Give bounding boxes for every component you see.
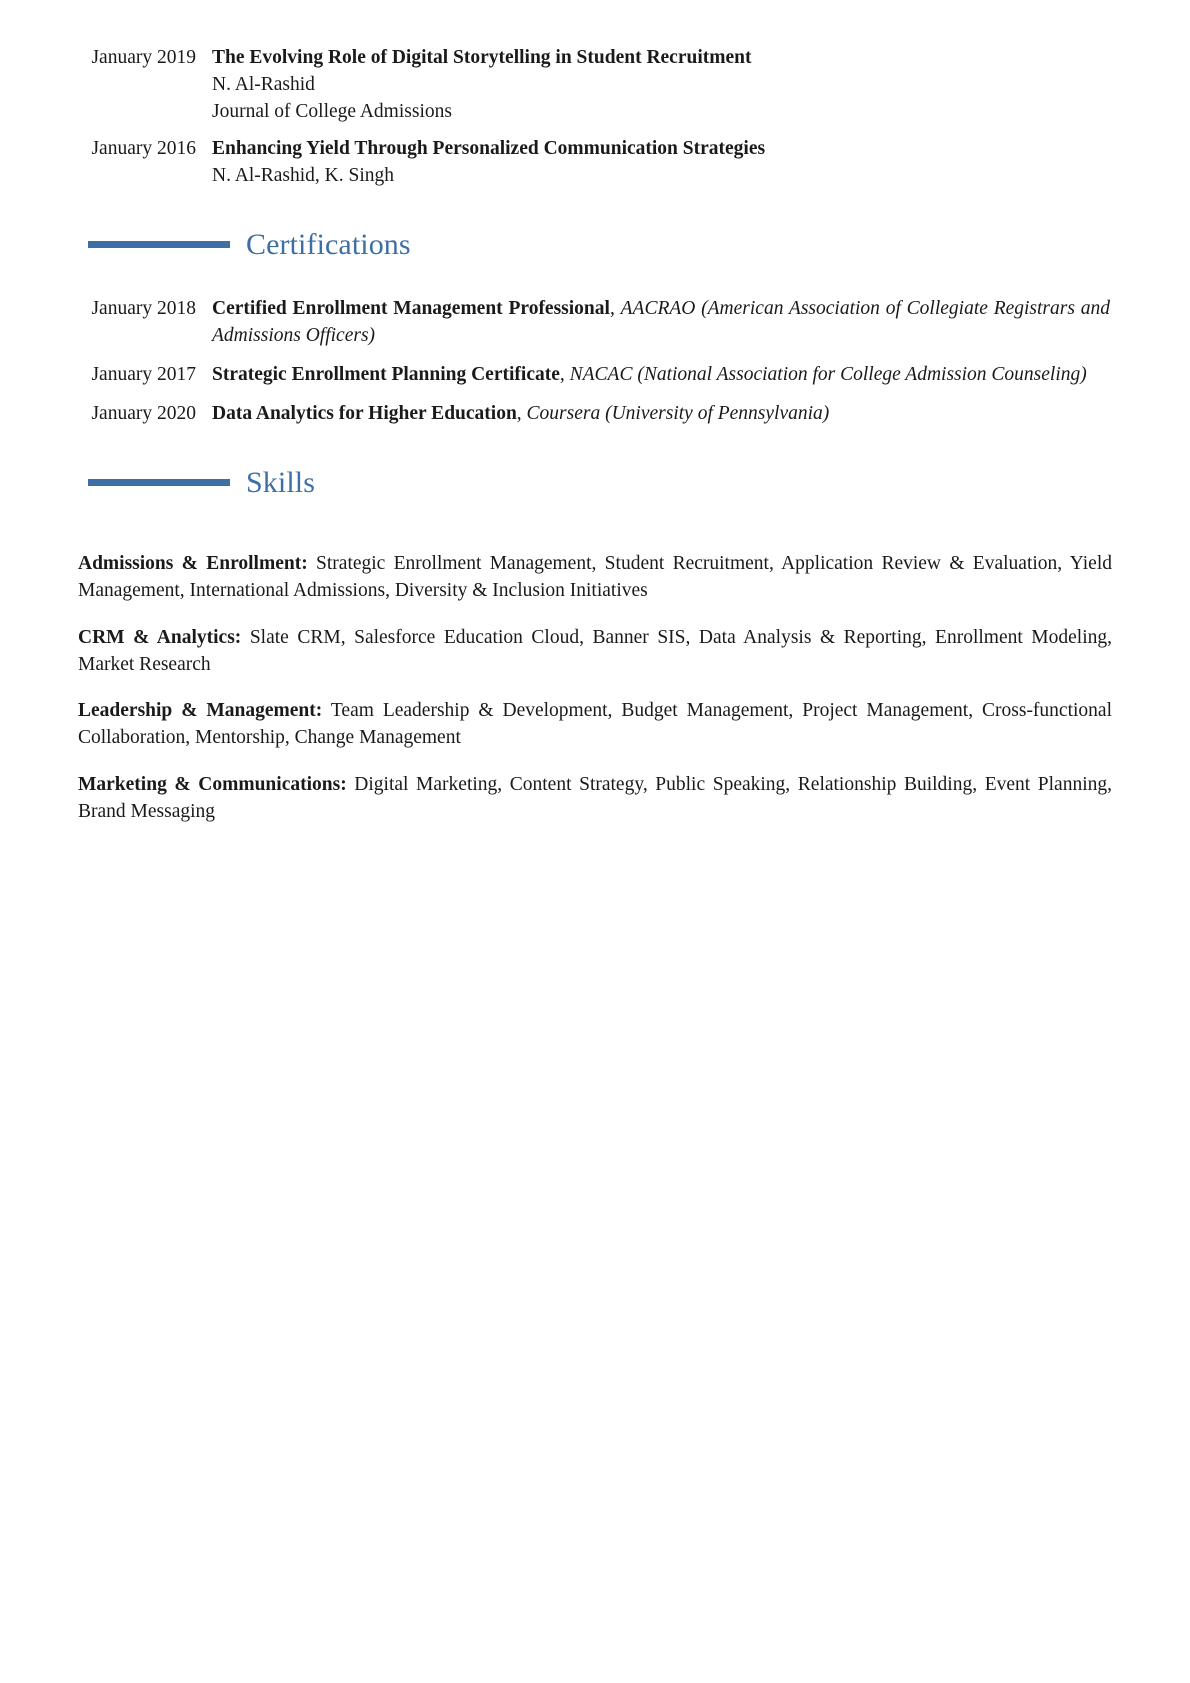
publication-body [212, 135, 1190, 189]
publication-authors: N. Al-Rashid [212, 74, 315, 95]
skills-section-header [0, 441, 1190, 525]
publication-entry [0, 44, 1190, 125]
certification-entry [0, 361, 1190, 388]
skill-group-label: Admissions & Enrollment: [78, 553, 308, 575]
section-title-certifications: Certifications [246, 227, 411, 261]
certification-date: January 2020 [91, 402, 196, 424]
certification-separator: , [516, 402, 527, 424]
publication-date: January 2016 [91, 138, 196, 159]
section-rule-decoration [88, 479, 230, 486]
publications-section [0, 0, 1190, 189]
skill-group [78, 771, 1117, 825]
skill-group-items: Strategic Enrollment Management, Student Recruitment, Application Review & Evaluation, Yield Management, International Admissions, Diversity & Inclusion Initiatives [78, 553, 1117, 602]
certification-body [212, 295, 1190, 349]
section-title-skills: Skills [246, 465, 315, 499]
certification-name: Strategic Enrollment Planning Certificate [212, 363, 560, 385]
certification-separator: , [559, 363, 570, 385]
publication-date: January 2019 [91, 47, 196, 68]
skill-group-items: Slate CRM, Salesforce Education Cloud, Banner SIS, Data Analysis & Reporting, Enrollment Modeling, Market Research [78, 626, 1117, 675]
certification-date: January 2017 [91, 363, 196, 385]
skill-group-label: Marketing & Communications: [78, 773, 347, 795]
skills-section [0, 529, 1190, 825]
skill-group [78, 624, 1117, 678]
certification-separator: , [609, 297, 621, 319]
certification-entry [0, 295, 1190, 349]
certification-issuer: NACAC (National Association for College Admission Counseling) [569, 363, 1087, 385]
skill-group-label: CRM & Analytics: [78, 626, 242, 648]
publication-venue: Journal of College Admissions [212, 101, 452, 122]
publication-authors: N. Al-Rashid, K. Singh [212, 165, 395, 186]
skill-group [78, 550, 1117, 604]
skill-group-items: Digital Marketing, Content Strategy, Public Speaking, Relationship Building, Event Planning, Brand Messaging [78, 773, 1117, 822]
certification-body [212, 400, 1190, 427]
certifications-section [0, 291, 1190, 427]
certification-body [212, 361, 1190, 388]
skill-group-label: Leadership & Management: [78, 700, 323, 722]
certification-entry [0, 400, 1190, 427]
certification-name: Certified Enrollment Management Professional [212, 297, 610, 319]
publication-title: Enhancing Yield Through Personalized Communication Strategies [212, 138, 766, 159]
skill-group-items: Team Leadership & Development, Budget Management, Project Management, Cross-functional Collaboration, Mentorship, Change Management [78, 700, 1117, 749]
certification-issuer: AACRAO (American Association of Collegiate Registrars and Admissions Officers) [212, 297, 1110, 346]
publication-title: The Evolving Role of Digital Storytelling in Student Recruitment [212, 47, 752, 68]
skill-group [78, 697, 1117, 751]
section-rule-decoration [88, 241, 230, 248]
certifications-section-header [0, 203, 1190, 287]
publication-entry [0, 135, 1190, 189]
certification-issuer: Coursera (University of Pennsylvania) [526, 402, 830, 424]
certification-date: January 2018 [91, 297, 196, 319]
certification-name: Data Analytics for Higher Education [212, 402, 517, 424]
publication-body [212, 44, 1190, 125]
